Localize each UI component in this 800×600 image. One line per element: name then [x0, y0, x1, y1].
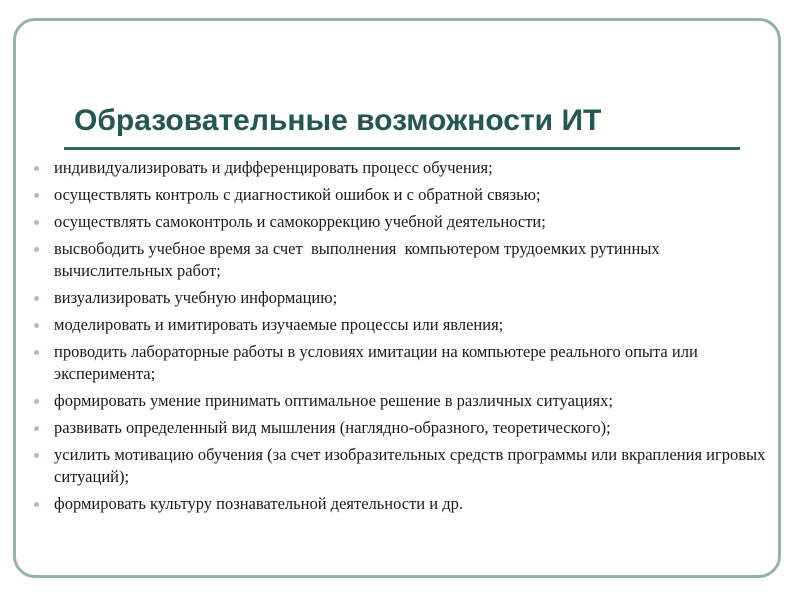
bullet-icon — [34, 296, 39, 301]
list-item — [34, 287, 774, 309]
list-item-text: моделировать и имитировать изучаемые процессы или явления; — [54, 315, 504, 334]
list-item-text: развивать определенный вид мышления (наглядно-образного, теоретического); — [54, 418, 611, 437]
list-item — [34, 444, 774, 488]
bullet-icon — [34, 193, 39, 198]
bullet-icon — [34, 350, 39, 355]
slide-title: Образовательные возможности ИТ — [74, 104, 602, 137]
bullet-icon — [34, 247, 39, 252]
list-item-text: осуществлять самоконтроль и самокоррекцию учебной деятельности; — [54, 212, 546, 231]
list-item — [34, 238, 774, 282]
bullet-icon — [34, 166, 39, 171]
list-item — [34, 314, 774, 336]
bullet-icon — [34, 453, 39, 458]
list-item — [34, 390, 774, 412]
list-item-text: высвободить учебное время за счет выполнения компьютером трудоемких рутинных вычислительных работ; — [54, 239, 664, 280]
list-item-text: формировать культуру познавательной деятельности и др. — [54, 494, 463, 513]
list-item — [34, 417, 774, 439]
bullet-icon — [34, 323, 39, 328]
list-item-text: визуализировать учебную информацию; — [54, 288, 338, 307]
list-item — [34, 211, 774, 233]
list-item-text: проводить лабораторные работы в условиях имитации на компьютере реального опыта или эксперимента; — [54, 342, 702, 383]
list-item — [34, 341, 774, 385]
list-item-text: индивидуализировать и дифференцировать процесс обучения; — [54, 158, 493, 177]
list-item — [34, 157, 774, 179]
list-item-text: усилить мотивацию обучения (за счет изобразительных средств программы или вкрапления игровых ситуаций); — [54, 445, 770, 486]
bullet-icon — [34, 220, 39, 225]
bullet-list — [34, 157, 774, 520]
bullet-icon — [34, 399, 39, 404]
list-item — [34, 493, 774, 515]
bullet-icon — [34, 502, 39, 507]
bullet-icon — [34, 426, 39, 431]
title-underline — [64, 147, 740, 150]
list-item-text: формировать умение принимать оптимальное решение в различных ситуациях; — [54, 391, 613, 410]
list-item-text: осуществлять контроль с диагностикой ошибок и с обратной связью; — [54, 185, 541, 204]
list-item — [34, 184, 774, 206]
